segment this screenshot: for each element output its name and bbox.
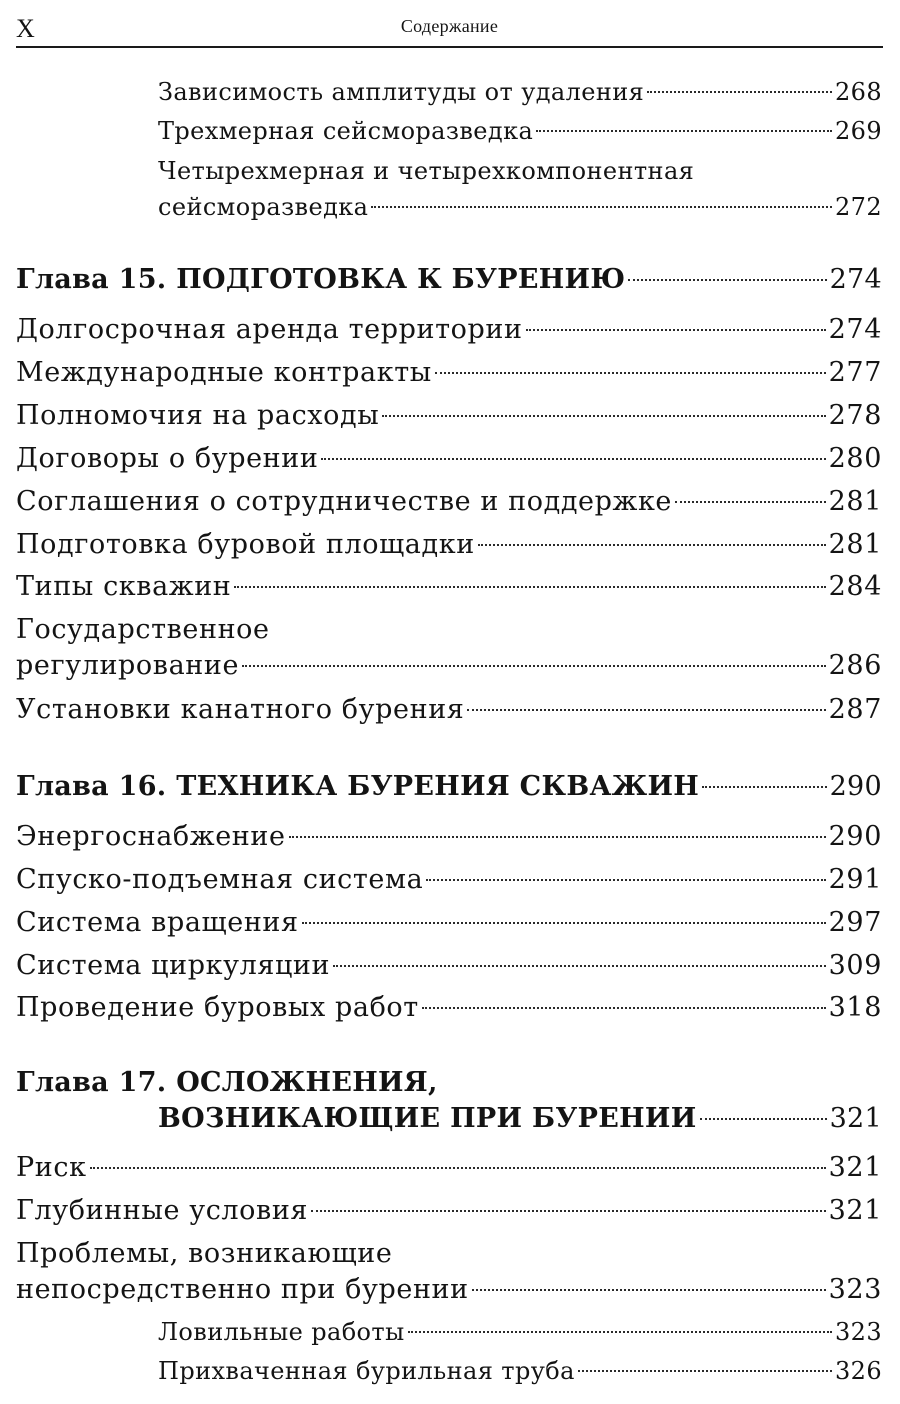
toc-entry-title: Зависимость амплитуды от удаления: [158, 78, 645, 106]
toc-entry-title: Соглашения о сотрудничестве и поддержке: [16, 486, 673, 517]
dot-leader: [702, 786, 826, 788]
toc-page-number: 277: [828, 357, 882, 388]
toc-entry[interactable]: [16, 527, 882, 563]
dot-leader: [700, 1118, 827, 1120]
toc-entry-title: Международные контракты: [16, 357, 432, 388]
toc-page-number: 321: [829, 1103, 882, 1134]
toc-entry-title: Долгосрочная аренда территории: [16, 314, 523, 345]
dot-leader: [435, 372, 826, 374]
toc-entry-title: Проблемы, возникающие: [16, 1238, 393, 1269]
toc-entry[interactable]: [16, 1150, 882, 1186]
toc-page-number: 297: [828, 907, 882, 938]
toc-entry[interactable]: [158, 74, 882, 110]
toc-entry-title: Ловильные работы: [158, 1318, 405, 1346]
toc-page-number: 318: [828, 992, 882, 1023]
chapter-heading[interactable]: [16, 769, 882, 805]
dot-leader: [426, 879, 825, 881]
toc-page-number: 323: [834, 1318, 882, 1346]
dot-leader: [408, 1331, 832, 1333]
dot-leader: [526, 329, 826, 331]
toc-entry-title-cont: сейсморазведка: [158, 193, 369, 221]
dot-leader: [289, 836, 826, 838]
toc-entry-title: Подготовка буровой площадки: [16, 529, 475, 560]
toc-entry[interactable]: [158, 113, 882, 149]
toc-page-number: 268: [834, 78, 882, 106]
toc-entry-title-cont: непосредственно при бурении: [16, 1274, 469, 1305]
toc-entry[interactable]: [16, 1236, 882, 1308]
toc-entry-title: Установки канатного бурения: [16, 694, 465, 725]
running-title: Содержание: [400, 16, 499, 36]
toc-entry-title-cont: регулирование: [16, 650, 240, 681]
toc-page-number: 326: [834, 1357, 882, 1385]
toc-entry[interactable]: [158, 153, 882, 225]
toc-entry[interactable]: [16, 484, 882, 520]
toc-page-number: 281: [828, 486, 882, 517]
toc-page-number: 272: [834, 193, 882, 221]
toc-entry-title: Договоры о бурении: [16, 443, 319, 474]
dot-leader: [472, 1289, 826, 1291]
toc-page-number: 286: [828, 650, 882, 681]
toc-page-number: 281: [828, 529, 882, 560]
toc-entry[interactable]: [16, 569, 882, 605]
toc-page-number: 290: [828, 821, 882, 852]
toc-entry[interactable]: [16, 819, 882, 855]
toc-page-number: 278: [828, 400, 882, 431]
toc-page-number: 321: [828, 1152, 882, 1183]
toc-entry-title: Типы скважин: [16, 571, 232, 602]
toc-entry[interactable]: [16, 355, 882, 391]
dot-leader: [478, 544, 826, 546]
dot-leader: [311, 1210, 826, 1212]
toc-entry[interactable]: [16, 1193, 882, 1229]
toc-page-number: 321: [828, 1195, 882, 1226]
dot-leader: [675, 501, 826, 503]
dot-leader: [321, 458, 825, 460]
dot-leader: [371, 206, 832, 208]
dot-leader: [90, 1167, 826, 1169]
dot-leader: [578, 1370, 832, 1372]
toc-page-number: 274: [829, 264, 882, 295]
toc-entry[interactable]: [16, 312, 882, 348]
dot-leader: [647, 91, 832, 93]
dot-leader: [302, 922, 826, 924]
chapter-title-cont: ВОЗНИКАЮЩИЕ ПРИ БУРЕНИИ: [158, 1103, 697, 1134]
dot-leader: [628, 279, 826, 281]
toc-entry-title: Спуско-подъемная система: [16, 864, 424, 895]
toc-entry[interactable]: [16, 948, 882, 984]
toc-page-number: 269: [834, 117, 882, 145]
toc-entry[interactable]: [16, 441, 882, 477]
toc-entry-title: Проведение буровых работ: [16, 992, 419, 1023]
toc-entry[interactable]: [16, 990, 882, 1026]
toc-entry-title: Система циркуляции: [16, 950, 331, 981]
dot-leader: [333, 965, 826, 967]
chapter-title: Глава 17. ОСЛОЖНЕНИЯ,: [16, 1067, 438, 1098]
toc-page-number: 291: [828, 864, 882, 895]
toc-entry-title: Полномочия на расходы: [16, 400, 380, 431]
dot-leader: [467, 709, 825, 711]
toc-entry-title: Государственное: [16, 614, 270, 645]
dot-leader: [536, 130, 832, 132]
toc-entry[interactable]: [16, 862, 882, 898]
toc-page-number: 284: [828, 571, 882, 602]
toc-entry-title: Риск: [16, 1152, 87, 1183]
page-number: X: [16, 14, 35, 43]
toc-entry[interactable]: [16, 905, 882, 941]
toc-entry[interactable]: [16, 692, 882, 728]
chapter-heading[interactable]: [16, 262, 882, 298]
toc-entry-title: Прихваченная бурильная труба: [158, 1357, 575, 1385]
dot-leader: [242, 665, 826, 667]
toc-entry-title: Система вращения: [16, 907, 299, 938]
toc-entry-title: Трехмерная сейсморазведка: [158, 117, 534, 145]
dot-leader: [234, 586, 825, 588]
toc-entry[interactable]: [16, 612, 882, 684]
toc-page-number: 280: [828, 443, 882, 474]
toc-entry[interactable]: [16, 398, 882, 434]
toc-page-number: 287: [828, 694, 882, 725]
toc-entry-title: Четырехмерная и четырехкомпонентная: [158, 157, 695, 185]
toc-page-number: 274: [828, 314, 882, 345]
toc-page-number: 323: [828, 1274, 882, 1305]
toc-entry[interactable]: [158, 1314, 882, 1350]
toc-entry[interactable]: [158, 1353, 882, 1389]
chapter-title: Глава 16. ТЕХНИКА БУРЕНИЯ СКВАЖИН: [16, 771, 700, 802]
toc-entry-title: Энергоснабжение: [16, 821, 286, 852]
dot-leader: [382, 415, 825, 417]
chapter-title: Глава 15. ПОДГОТОВКА К БУРЕНИЮ: [16, 264, 626, 295]
toc-page-number: 309: [828, 950, 882, 981]
toc-entry-title: Глубинные условия: [16, 1195, 309, 1226]
chapter-heading[interactable]: [16, 1065, 882, 1137]
toc-page-number: 290: [829, 771, 882, 802]
dot-leader: [422, 1007, 826, 1009]
